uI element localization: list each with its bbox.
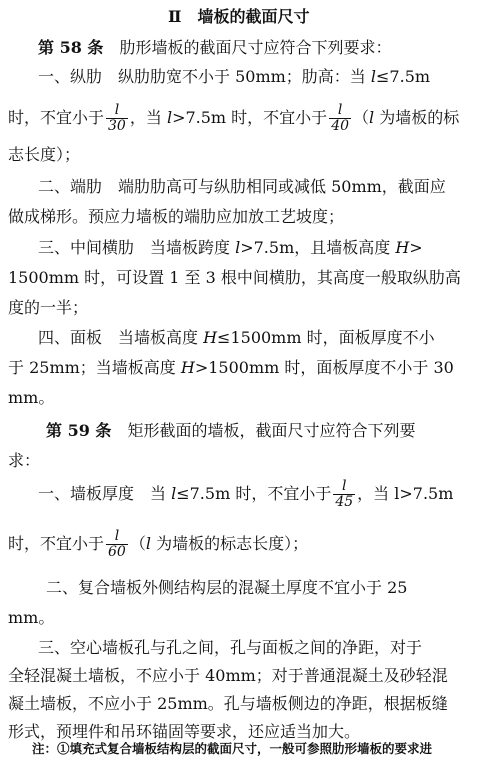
59item1-text-b: ≤7.5m 时，不宜小于 <box>176 484 332 503</box>
frac-den: 60 <box>108 544 126 560</box>
item3-text-b: >7.5m，且墙板高度 <box>240 238 396 257</box>
item4-text-d: >1500mm 时，面板厚度不小于 30 <box>194 358 454 377</box>
59item1-text-f: 为墙板的标志长度）； <box>150 534 309 553</box>
item4-text-a: 四、面板 当墙板高度 <box>38 328 204 347</box>
art58-item4-line1 <box>38 327 495 349</box>
art58-item2-line1: 二、端肋 端肋肋高可与纵肋相同或减低 50mm，截面应 <box>38 177 446 196</box>
var-l: l <box>370 67 377 86</box>
frac-num: l <box>333 479 355 495</box>
item1-text5: 为墙板的标 <box>374 108 460 127</box>
59item1-text-d: 时，不宜小于 <box>8 534 105 553</box>
frac-den: 40 <box>331 118 350 134</box>
var-H: H <box>203 328 218 347</box>
item1-text2: ，当 <box>129 108 167 127</box>
article-59-text: 矩形截面的墙板，截面尺寸应符合下列要 <box>127 421 416 440</box>
article-58-text: 肋形墙板的截面尺寸应符合下列要求： <box>119 38 392 57</box>
frac-num: l <box>106 103 128 119</box>
art58-item3-line1 <box>38 237 495 259</box>
art58-item2-line2: 做成梯形。预应力墙板的端肋应加放工艺坡度； <box>8 207 345 226</box>
art58-item4-line3: mm。 <box>8 388 55 407</box>
item4-text-b: ≤1500mm 时，面板厚度不小 <box>217 328 435 347</box>
art58-item1-line2 <box>8 100 495 136</box>
art59-item1-line2 <box>8 526 495 562</box>
item1-text3: >7.5m 时，不宜小于 <box>172 108 328 127</box>
var-H: H <box>395 238 410 257</box>
item3-text-c: > <box>409 238 423 257</box>
article-59-intro <box>46 420 495 442</box>
art58-item3-line3: 度的一半； <box>8 298 89 317</box>
art59-item3-line4: 形式，预埋件和吊环锚固等要求，还应适当加大。 <box>8 722 361 741</box>
var-l: l <box>166 108 173 127</box>
item3-text-a: 三、中间横肋 当墙板跨度 <box>38 238 236 257</box>
59item1-text-a: 一、墙板厚度 当 <box>38 484 172 503</box>
fraction-l-40 <box>329 103 351 134</box>
art59-item3-line1: 三、空心墙板孔与孔之间，孔与面板之间的净距，对于 <box>38 638 423 657</box>
var-l: l <box>171 484 177 503</box>
var-H: H <box>180 358 195 377</box>
section-title: Ⅱ 墙板的截面尺寸 <box>168 7 310 26</box>
59item1-text-e: （ <box>129 534 146 553</box>
art59-item3-line3: 凝土墙板，不应小于 25mm。孔与墙板侧边的净距，根据板缝 <box>8 694 448 713</box>
article-58-intro <box>38 37 495 59</box>
item1-head: 一、纵肋 纵肋肋宽不小于 50mm；肋高：当 <box>38 67 371 86</box>
var-l: l <box>145 534 151 553</box>
var-l: l <box>369 108 375 127</box>
article-58-label: 第 58 条 <box>38 38 104 57</box>
fraction-l-30 <box>106 103 128 134</box>
var-l: l <box>235 238 241 257</box>
art59-item3-line2: 全轻混凝土墙板，不应小于 40mm；对于普通混凝土及砂轻混 <box>8 666 448 685</box>
item1-text1: 时，不宜小于 <box>8 108 105 127</box>
art58-item1-line1 <box>38 66 495 88</box>
article-59-label: 第 59 条 <box>46 421 112 440</box>
frac-num: l <box>329 103 351 119</box>
fraction-l-60 <box>106 529 128 560</box>
59item1-text-c: ，当 l>7.5m <box>357 484 454 503</box>
item1-cond: ≤7.5m <box>376 67 431 86</box>
footnote: 注：①填充式复合墙板结构层的截面尺寸，一般可参照肋形墙板的要求进 <box>32 741 433 756</box>
art58-item1-line3: 志长度）； <box>8 145 81 164</box>
fraction-l-45 <box>333 479 355 510</box>
frac-num: l <box>106 529 128 545</box>
article-59-intro-line2: 求： <box>8 451 41 470</box>
art59-item2-line2: mm。 <box>8 608 55 627</box>
art59-item1-line1 <box>38 476 495 512</box>
item1-text4: （ <box>353 108 370 127</box>
art59-item2-line1: 二、复合墙板外侧结构层的混凝土厚度不宜小于 25 <box>46 578 408 597</box>
frac-den: 45 <box>335 494 354 510</box>
frac-den: 30 <box>108 118 126 134</box>
art58-item3-line2: 1500mm 时，可设置 1 至 3 根中间横肋，其高度一般取纵肋高 <box>8 268 461 287</box>
art58-item4-line2 <box>8 357 495 379</box>
item4-text-c: 于 25mm；当墙板高度 <box>8 358 181 377</box>
